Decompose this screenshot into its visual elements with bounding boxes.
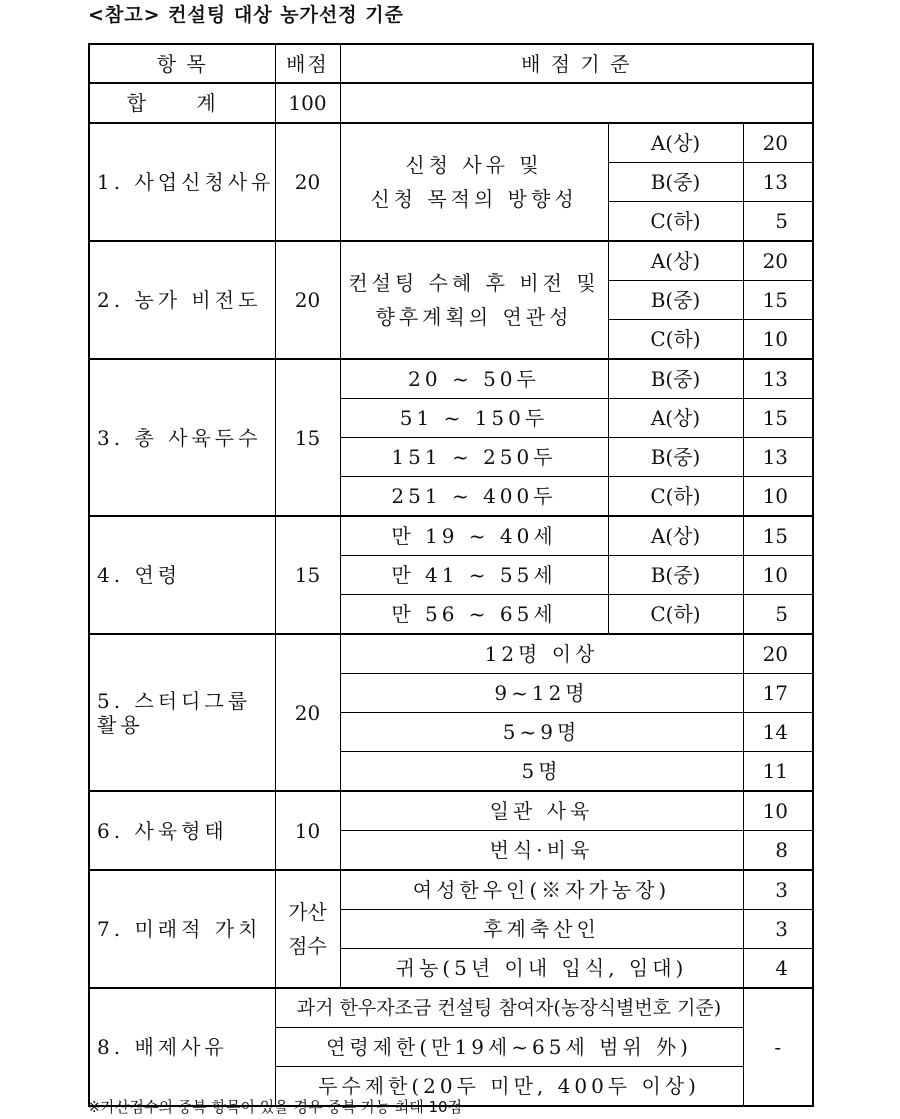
criterion-cell: 만 41 ~ 55세 (340, 556, 608, 595)
table-header-row (89, 44, 813, 83)
page-title: <참고> 컨설팅 대상 농가선정 기준 (88, 4, 404, 26)
criterion-cell: 151 ~ 250두 (340, 438, 608, 477)
grade-cell: A(상) (608, 399, 743, 438)
criterion-cell: 251 ~ 400두 (340, 477, 608, 517)
header-criteria: 배 점 기 준 (340, 44, 813, 83)
score-cell: 3 (743, 870, 813, 910)
score-cell: 15 (743, 399, 813, 438)
score-cell: 5 (743, 202, 813, 242)
section-7-points-line2: 점수 (288, 934, 327, 958)
criterion-cell: 연령제한(만19세~65세 범위 外) (275, 1028, 743, 1067)
criterion-cell: 20 ~ 50두 (340, 359, 608, 399)
grade-cell: B(중) (608, 163, 743, 202)
grade-cell: C(하) (608, 477, 743, 517)
section-3-name: 3. 총 사육두수 (89, 359, 275, 516)
score-cell: 10 (743, 556, 813, 595)
footnote: ※가산점수의 중복 항목이 있을 경우 중복 가능 최대 10점 (88, 1098, 463, 1116)
grade-cell: A(상) (608, 241, 743, 281)
section-2-points: 20 (275, 241, 340, 359)
criterion-cell: 귀농(5년 이내 입식, 임대) (340, 949, 743, 989)
section-5-name: 5. 스터디그룹 활용 (89, 634, 275, 791)
criterion-cell: 12명 이상 (340, 634, 743, 674)
total-criteria-cell (340, 83, 813, 123)
section-6-points: 10 (275, 791, 340, 870)
score-cell: 14 (743, 713, 813, 752)
criterion-cell: 51 ~ 150두 (340, 399, 608, 438)
section-2-criterion-line1: 컨설팅 수혜 후 비전 및 (348, 271, 600, 295)
section-1-criterion-line2: 신청 목적의 방향성 (370, 187, 578, 211)
criterion-cell: 만 19 ~ 40세 (340, 516, 608, 556)
table-row (89, 123, 813, 163)
score-cell: 10 (743, 791, 813, 831)
score-cell: 10 (743, 477, 813, 517)
criterion-cell: 일관 사육 (340, 791, 743, 831)
section-3-points: 15 (275, 359, 340, 516)
criterion-cell: 번식·비육 (340, 831, 743, 871)
section-1-criterion (340, 123, 608, 241)
table-row (89, 516, 813, 556)
section-8-name: 8. 배제사유 (89, 988, 275, 1106)
section-7-points (275, 870, 340, 988)
score-cell: 17 (743, 674, 813, 713)
grade-cell: A(상) (608, 123, 743, 163)
score-cell: 3 (743, 910, 813, 949)
criterion-cell: 5명 (340, 752, 743, 792)
grade-cell: B(중) (608, 281, 743, 320)
section-8-score: - (743, 988, 813, 1106)
criterion-cell: 여성한우인(※자가농장) (340, 870, 743, 910)
score-cell: 15 (743, 516, 813, 556)
selection-criteria-table (88, 43, 814, 1107)
total-row (89, 83, 813, 123)
total-label: 합 계 (89, 83, 275, 123)
grade-cell: C(하) (608, 320, 743, 360)
score-cell: 15 (743, 281, 813, 320)
section-5-points: 20 (275, 634, 340, 791)
header-item: 항 목 (89, 44, 275, 83)
grade-cell: C(하) (608, 202, 743, 242)
score-cell: 5 (743, 595, 813, 635)
score-cell: 11 (743, 752, 813, 792)
section-7-name: 7. 미래적 가치 (89, 870, 275, 988)
grade-cell: B(중) (608, 359, 743, 399)
score-cell: 20 (743, 123, 813, 163)
grade-cell: B(중) (608, 556, 743, 595)
section-4-points: 15 (275, 516, 340, 634)
grade-cell: A(상) (608, 516, 743, 556)
criterion-cell: 9~12명 (340, 674, 743, 713)
total-points: 100 (275, 83, 340, 123)
table-row (89, 241, 813, 281)
grade-cell: B(중) (608, 438, 743, 477)
criterion-cell: 5~9명 (340, 713, 743, 752)
section-2-criterion (340, 241, 608, 359)
score-cell: 10 (743, 320, 813, 360)
score-cell: 8 (743, 831, 813, 871)
table-row (89, 791, 813, 831)
table-row (89, 634, 813, 674)
grade-cell: C(하) (608, 595, 743, 635)
table-row (89, 359, 813, 399)
score-cell: 13 (743, 438, 813, 477)
section-1-points: 20 (275, 123, 340, 241)
table-row (89, 870, 813, 910)
section-2-name: 2. 농가 비전도 (89, 241, 275, 359)
section-2-criterion-line2: 향후계획의 연관성 (375, 305, 573, 329)
criterion-cell: 만 56 ~ 65세 (340, 595, 608, 635)
score-cell: 13 (743, 359, 813, 399)
score-cell: 20 (743, 241, 813, 281)
section-1-criterion-line1: 신청 사유 및 (405, 153, 543, 177)
section-6-name: 6. 사육형태 (89, 791, 275, 870)
score-cell: 4 (743, 949, 813, 989)
criterion-cell: 후계축산인 (340, 910, 743, 949)
section-4-name: 4. 연령 (89, 516, 275, 634)
criterion-cell: 두수제한(20두 미만, 400두 이상) (275, 1067, 743, 1107)
table-row (89, 988, 813, 1028)
score-cell: 13 (743, 163, 813, 202)
section-1-name: 1. 사업신청사유 (89, 123, 275, 241)
criterion-cell: 과거 한우자조금 컨설팅 참여자(농장식별번호 기준) (275, 988, 743, 1028)
score-cell: 20 (743, 634, 813, 674)
header-points: 배점 (275, 44, 340, 83)
section-7-points-line1: 가산 (288, 900, 327, 924)
